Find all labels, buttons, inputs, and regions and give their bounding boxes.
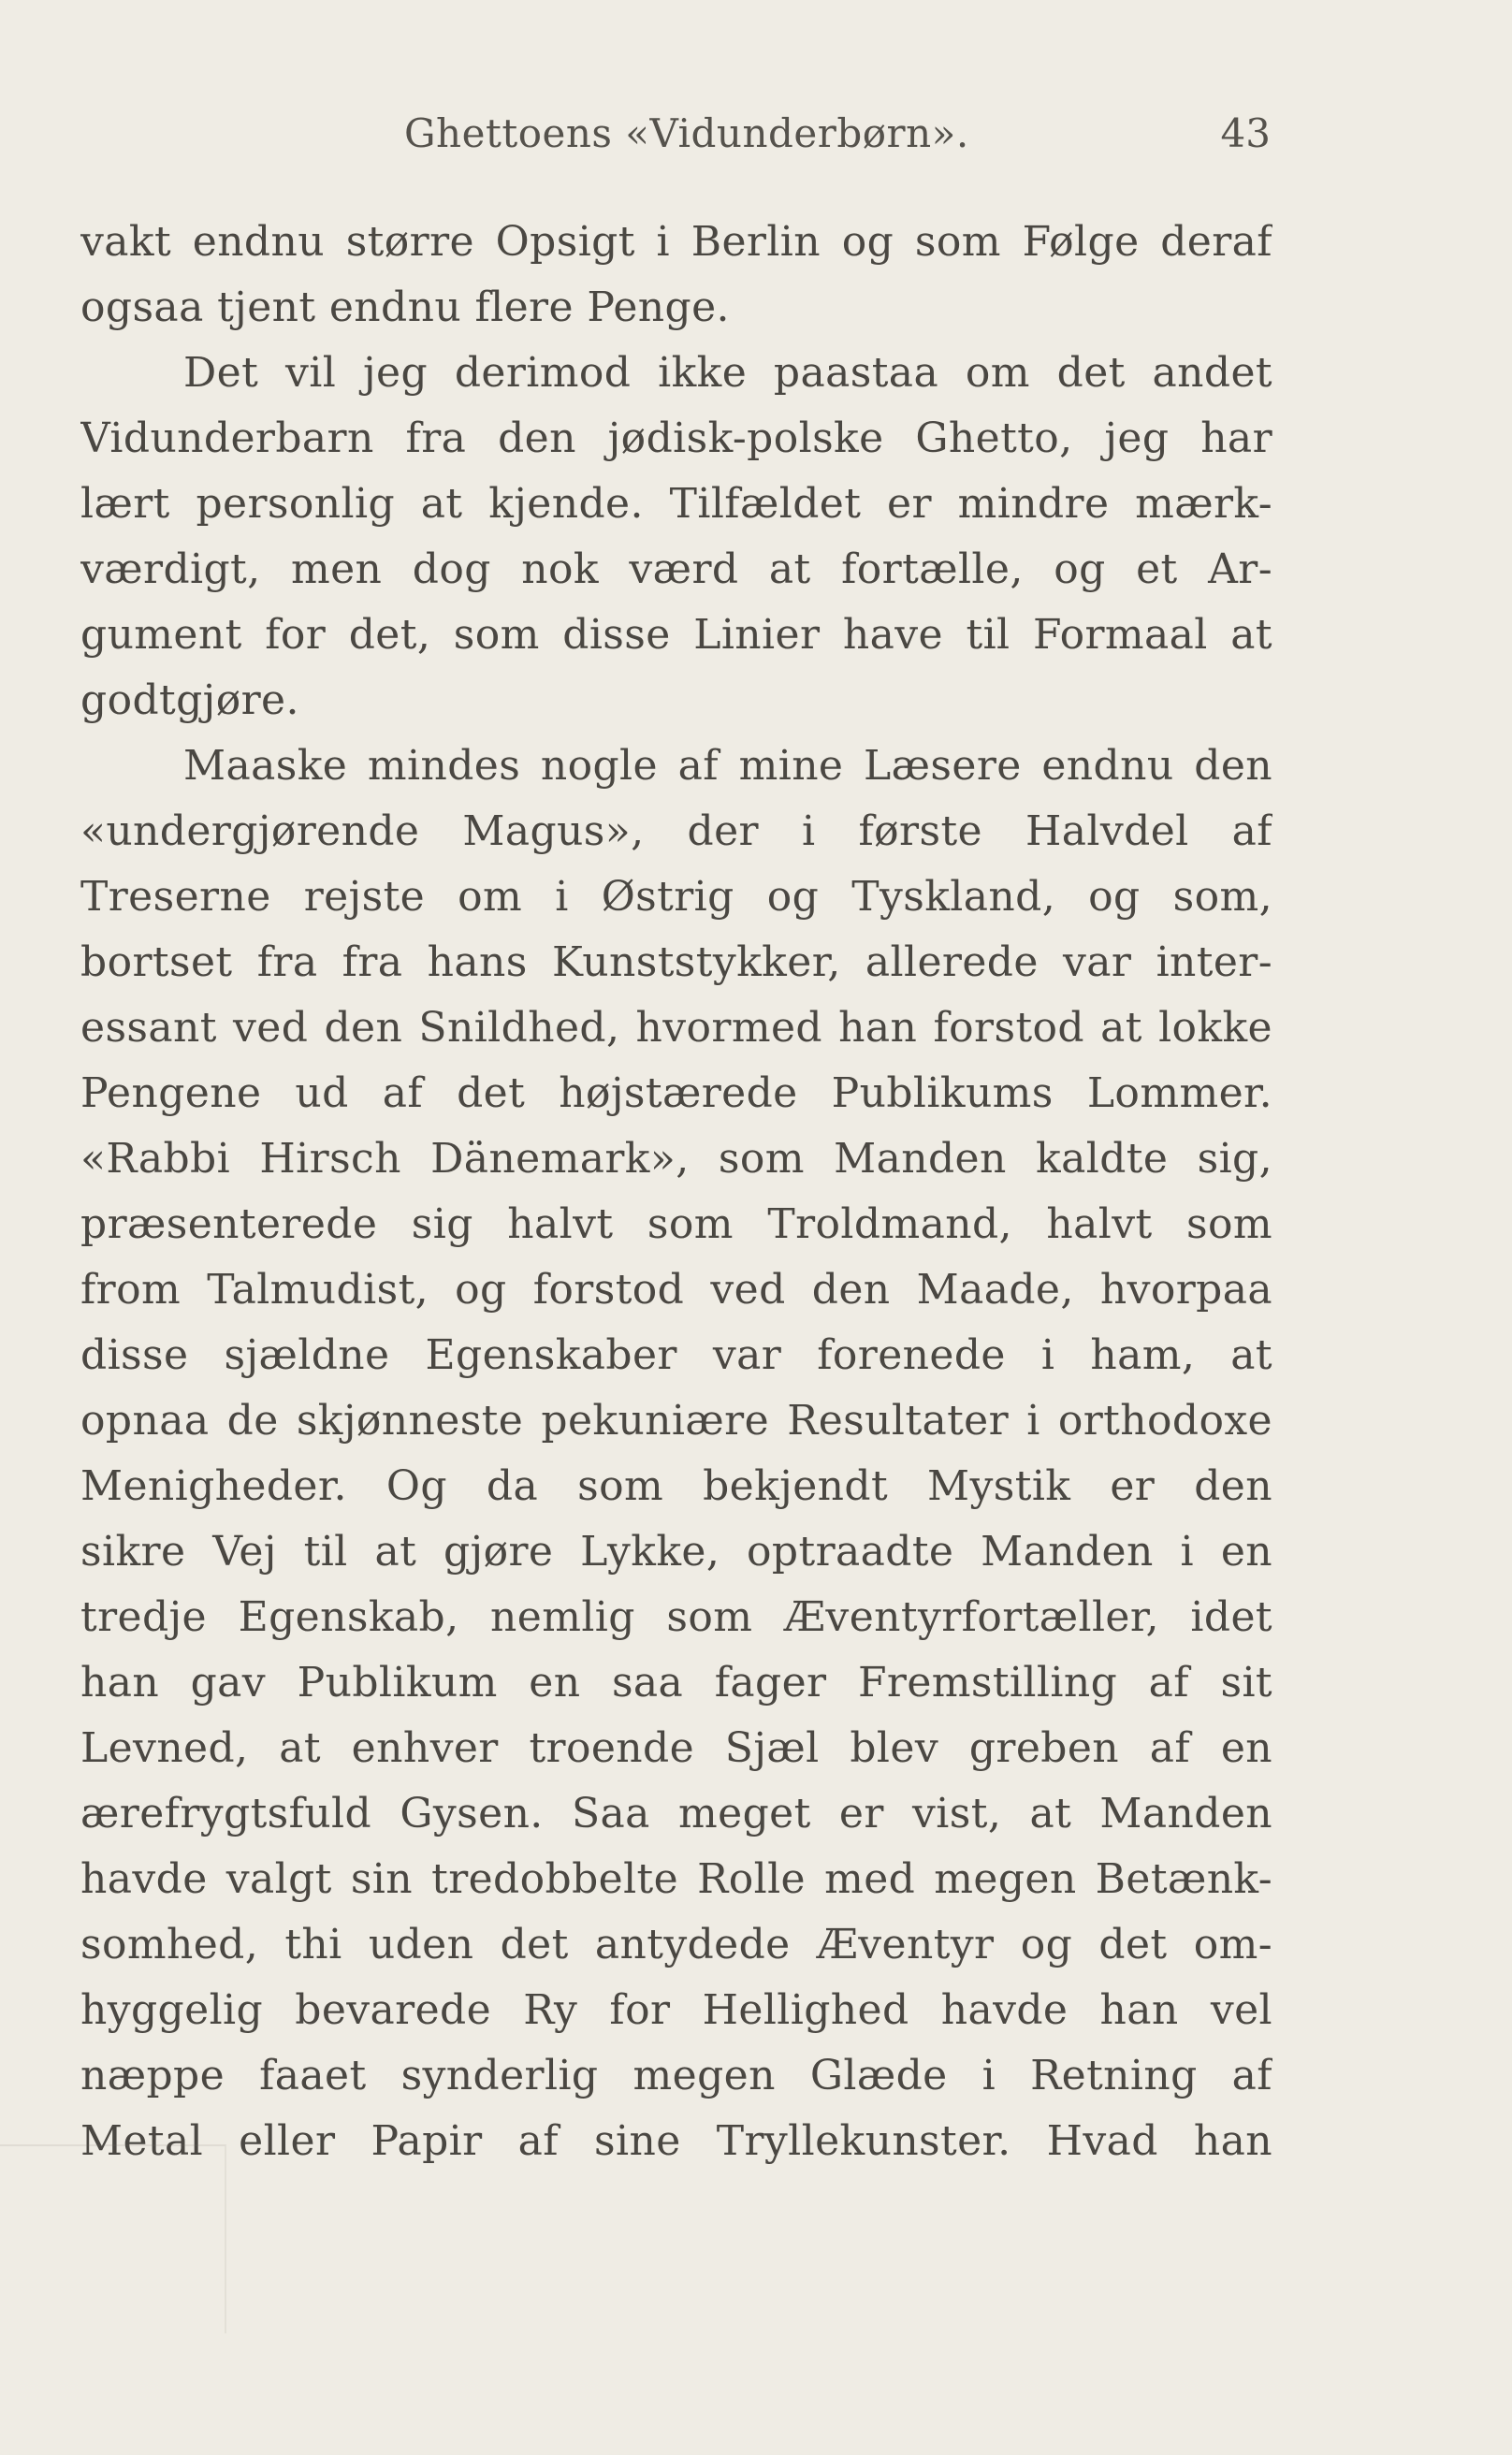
text-line: somhed, thi uden det antydede Æventyr og det om- bbox=[80, 1921, 1272, 1968]
text-line: Pengene ud af det højstærede Publikums Lommer. bbox=[80, 1069, 1272, 1117]
text-line: bortset fra fra hans Kunststykker, allerede var inter- bbox=[80, 938, 1272, 986]
text-line: from Talmudist, og forstod ved den Maade, hvorpaa bbox=[80, 1266, 1272, 1314]
body-text bbox=[80, 210, 1272, 2174]
text-line: «undergjørende Magus», der i første Halvdel af bbox=[80, 807, 1272, 855]
page-number: 43 bbox=[1220, 110, 1271, 156]
running-title: Ghettoens «Vidunderbørn». bbox=[404, 110, 969, 156]
text-line: Treserne rejste om i Østrig og Tyskland, og som, bbox=[80, 873, 1272, 921]
text-line: hyggelig bevarede Ry for Hellighed havde han vel bbox=[80, 1986, 1272, 2034]
text-line: Maaske mindes nogle af mine Læsere endnu den bbox=[183, 742, 1272, 790]
text-line: opnaa de skjønneste pekuniære Resultater i orthodoxe bbox=[80, 1397, 1272, 1445]
text-line: værdigt, men dog nok værd at fortælle, og et Ar- bbox=[80, 545, 1272, 593]
text-line: ogsaa tjent endnu flere Penge. bbox=[80, 283, 730, 331]
text-line: tredje Egenskab, nemlig som Æventyrfortæller, idet bbox=[80, 1593, 1272, 1641]
text-line: godtgjøre. bbox=[80, 676, 299, 724]
text-line: ærefrygtsfuld Gysen. Saa meget er vist, at Manden bbox=[80, 1790, 1272, 1838]
text-line: «Rabbi Hirsch Dänemark», som Manden kaldte sig, bbox=[80, 1135, 1272, 1183]
text-line: sikre Vej til at gjøre Lykke, optraadte Manden i en bbox=[80, 1528, 1272, 1576]
text-line: Metal eller Papir af sine Tryllekunster. Hvad han bbox=[80, 2117, 1272, 2165]
text-line: lært personlig at kjende. Tilfældet er mindre mærk- bbox=[80, 480, 1272, 528]
page-header bbox=[82, 110, 1271, 176]
text-line: essant ved den Snildhed, hvormed han forstod at lokke bbox=[80, 1004, 1272, 1052]
text-line: han gav Publikum en saa fager Fremstilling af sit bbox=[80, 1659, 1272, 1707]
text-line: præsenterede sig halvt som Troldmand, halvt som bbox=[80, 1200, 1272, 1248]
text-line: gument for det, som disse Linier have til Formaal at bbox=[80, 611, 1272, 659]
text-line: næppe faaet synderlig megen Glæde i Retning af bbox=[80, 2052, 1272, 2099]
page-edge-mark bbox=[0, 2144, 226, 2333]
text-line: Vidunderbarn fra den jødisk-polske Ghetto, jeg har bbox=[80, 414, 1272, 462]
text-line: vakt endnu større Opsigt i Berlin og som Følge deraf bbox=[80, 218, 1272, 266]
text-line: Det vil jeg derimod ikke paastaa om det andet bbox=[183, 349, 1272, 397]
text-line: Levned, at enhver troende Sjæl blev greben af en bbox=[80, 1724, 1272, 1772]
text-line: Menigheder. Og da som bekjendt Mystik er den bbox=[80, 1462, 1272, 1510]
text-line: havde valgt sin tredobbelte Rolle med megen Betænk- bbox=[80, 1855, 1272, 1903]
text-line: disse sjældne Egenskaber var forenede i ham, at bbox=[80, 1331, 1272, 1379]
